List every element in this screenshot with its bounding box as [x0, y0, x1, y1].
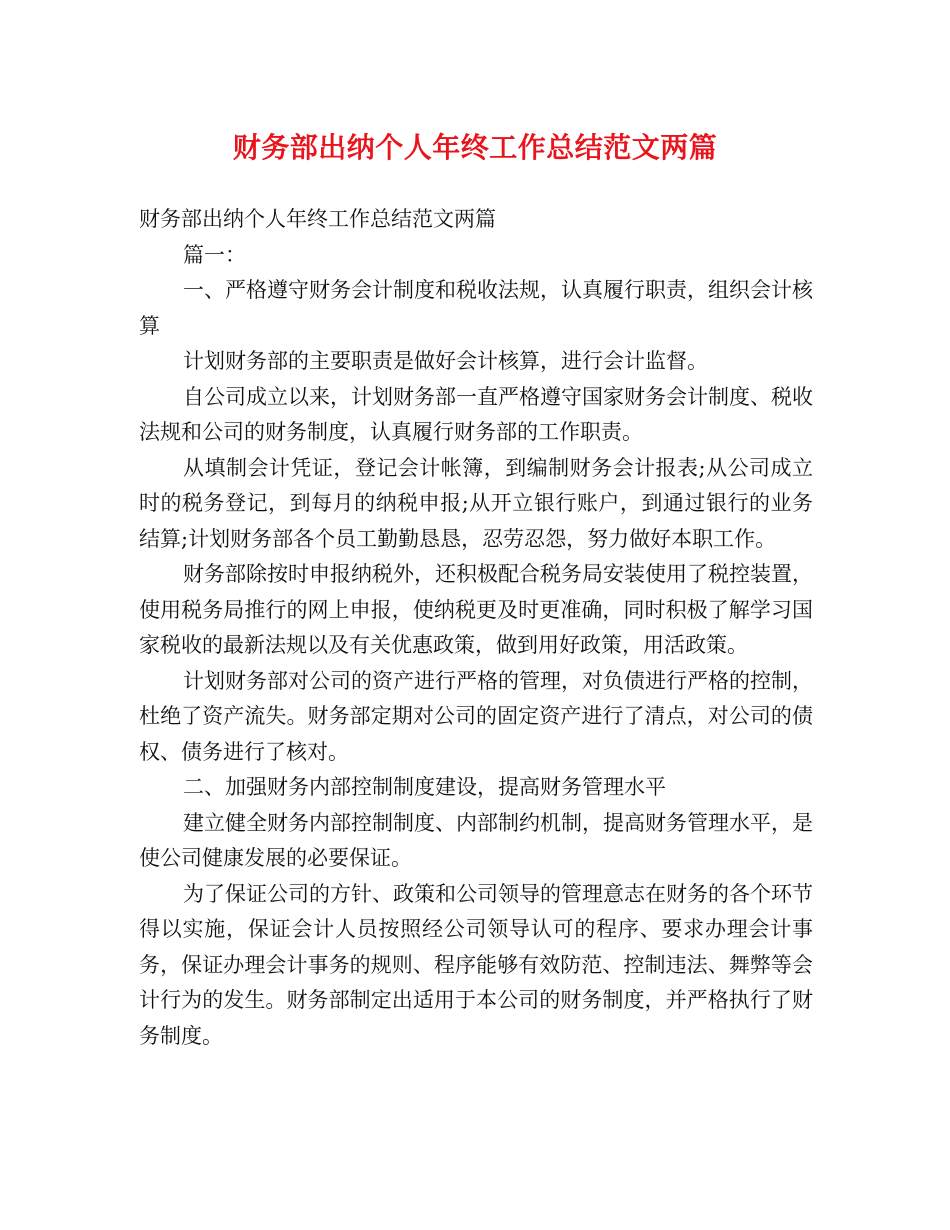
- document-title: 财务部出纳个人年终工作总结范文两篇: [232, 131, 718, 164]
- paragraph: 计划财务部的主要职责是做好会计核算，进行会计监督。: [183, 349, 708, 373]
- paragraph: 自公司成立以来，计划财务部一直严格遵守国家财务会计制度、税收法规和公司的财务制度，认真履行财务部的工作职责。: [139, 384, 813, 444]
- paragraph: 建立健全财务内部控制制度、内部制约机制，提高财务管理水平，是使公司健康发展的必要保证。: [139, 810, 813, 870]
- paragraph: 为了保证公司的方针、政策和公司领导的管理意志在财务的各个环节得以实施，保证会计人员按照经公司领导认可的程序、要求办理会计事务，保证办理会计事务的规则、程序能够有效防范、控制违法、舞弊等会计行为的发生。财务部制定出适用于本公司的财务制度，并严格执行了财务制度。: [139, 881, 813, 1048]
- document-body: [139, 202, 813, 1054]
- paragraph-part-one-label: 篇一：: [183, 242, 246, 267]
- paragraph-section-one-heading: 一、严格遵守财务会计制度和税收法规，认真履行职责，组织会计核算: [139, 278, 813, 338]
- paragraph-section-two-heading: 二、加强财务内部控制制度建设，提高财务管理水平: [183, 775, 666, 799]
- paragraph: 计划财务部对公司的资产进行严格的管理，对负债进行严格的控制，杜绝了资产流失。财务部定期对公司的固定资产进行了清点，对公司的债权、债务进行了核对。: [139, 668, 813, 764]
- paragraph-subtitle: 财务部出纳个人年终工作总结范文两篇: [139, 207, 496, 231]
- paragraph: 从填制会计凭证，登记会计帐簿，到编制财务会计报表;从公司成立时的税务登记，到每月的纳税申报;从开立银行账户，到通过银行的业务结算;计划财务部各个员工勤勤恳恳，忍劳忍怨，努力做好本职工作。: [139, 455, 813, 551]
- paragraph: 财务部除按时申报纳税外，还积极配合税务局安装使用了税控装置，使用税务局推行的网上申报，使纳税更及时更准确，同时积极了解学习国家税收的最新法规以及有关优惠政策，做到用好政策，用活政策。: [139, 562, 813, 657]
